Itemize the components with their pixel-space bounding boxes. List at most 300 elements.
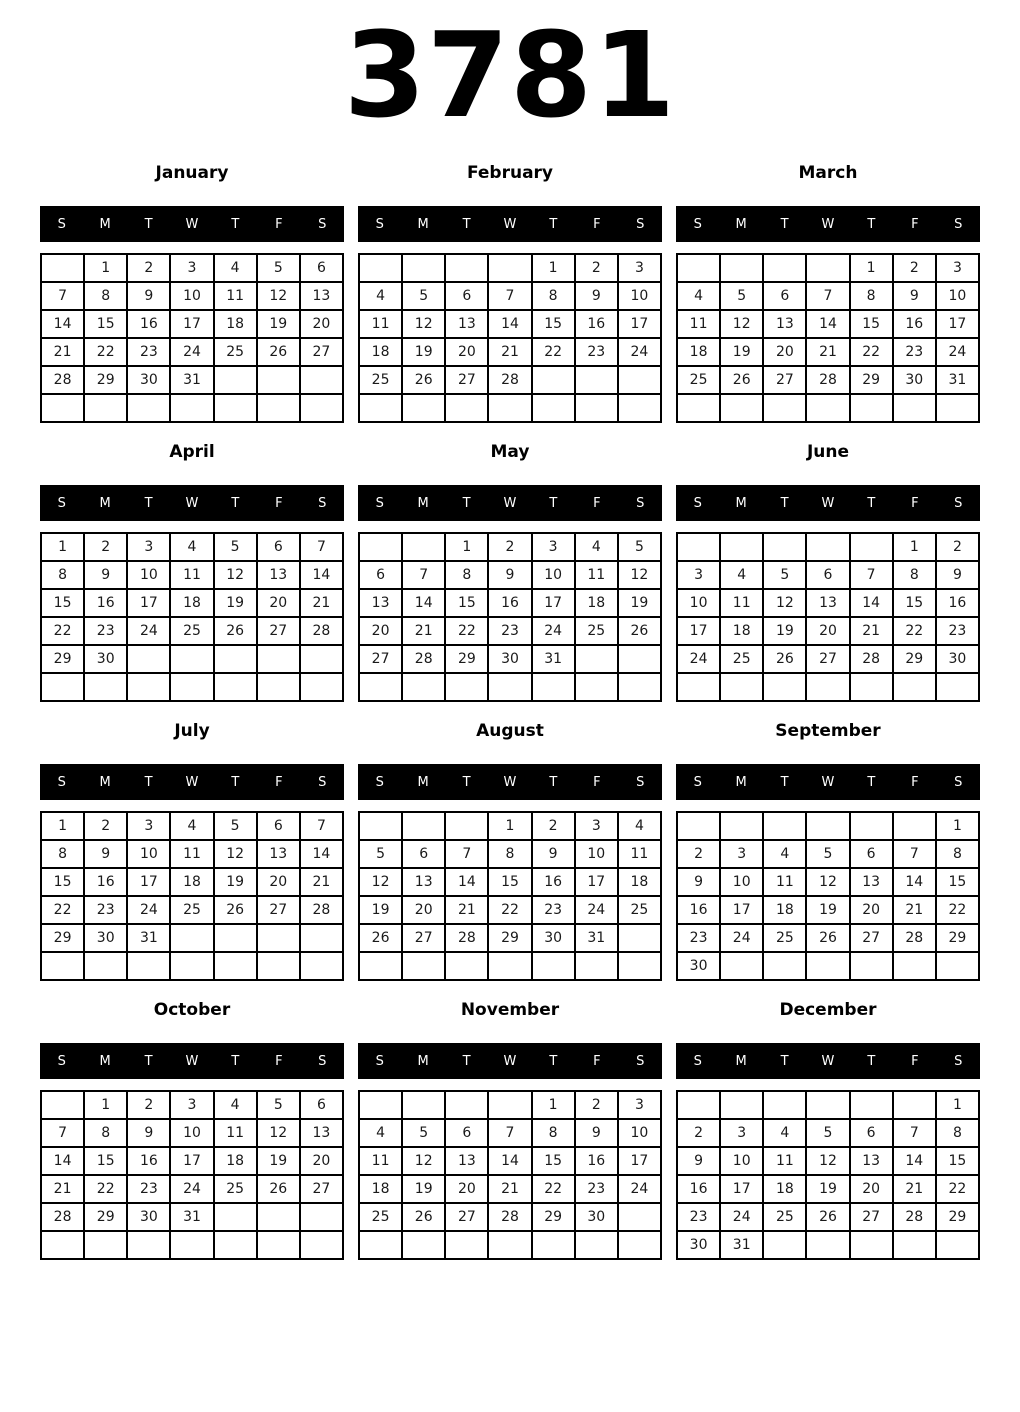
week-row (677, 533, 979, 561)
date-cell: 28 (445, 924, 488, 952)
day-header-cell: M (417, 495, 429, 511)
date-cell: 20 (359, 617, 402, 645)
day-header-cell: M (99, 495, 111, 511)
date-cell: 7 (893, 840, 936, 868)
empty-date-cell (488, 394, 531, 422)
date-cell: 15 (850, 310, 893, 338)
date-cell: 4 (359, 282, 402, 310)
empty-date-cell (763, 673, 806, 701)
empty-date-cell (359, 1231, 402, 1259)
date-cell: 2 (532, 812, 575, 840)
date-cell: 22 (936, 1175, 979, 1203)
date-cell: 19 (257, 310, 300, 338)
date-cell: 4 (763, 840, 806, 868)
day-header-cell: M (99, 774, 111, 790)
date-cell: 3 (575, 812, 618, 840)
empty-date-cell (936, 952, 979, 980)
date-cell: 3 (720, 1119, 763, 1147)
date-cell: 1 (445, 533, 488, 561)
empty-date-cell (763, 952, 806, 980)
empty-date-cell (936, 1231, 979, 1259)
date-cell: 18 (359, 338, 402, 366)
date-cell: 9 (677, 1147, 720, 1175)
date-cell: 29 (488, 924, 531, 952)
date-cell: 25 (170, 617, 213, 645)
empty-date-cell (532, 1231, 575, 1259)
date-cell: 25 (359, 366, 402, 394)
day-header-cell: S (693, 774, 702, 790)
empty-date-cell (720, 1091, 763, 1119)
empty-date-cell (41, 952, 84, 980)
empty-date-cell (84, 1231, 127, 1259)
date-cell: 15 (84, 1147, 127, 1175)
day-header-cell: T (780, 774, 789, 790)
date-grid-body (677, 533, 979, 701)
date-grid-body (359, 254, 661, 422)
week-row (677, 617, 979, 645)
empty-date-cell (532, 394, 575, 422)
day-header-row (358, 1043, 662, 1079)
day-header-row (358, 485, 662, 521)
date-cell: 13 (850, 868, 893, 896)
day-header-cell: S (954, 216, 963, 232)
date-cell: 8 (893, 561, 936, 589)
day-header-cell: T (549, 1053, 558, 1069)
date-cell: 15 (445, 589, 488, 617)
date-cell: 3 (532, 533, 575, 561)
day-header-cell: T (462, 495, 471, 511)
empty-date-cell (359, 812, 402, 840)
day-header-cell: T (462, 774, 471, 790)
date-cell: 28 (300, 617, 343, 645)
empty-date-cell (402, 673, 445, 701)
empty-date-cell (720, 394, 763, 422)
date-cell: 27 (763, 366, 806, 394)
empty-date-cell (170, 394, 213, 422)
date-cell: 8 (936, 1119, 979, 1147)
empty-date-cell (618, 1231, 661, 1259)
date-cell: 17 (720, 896, 763, 924)
empty-date-cell (488, 1231, 531, 1259)
date-cell: 28 (41, 1203, 84, 1231)
empty-date-cell (532, 673, 575, 701)
date-cell: 16 (575, 1147, 618, 1175)
date-cell: 24 (618, 338, 661, 366)
empty-date-cell (763, 1091, 806, 1119)
date-cell: 2 (84, 533, 127, 561)
day-header-cell: M (735, 495, 747, 511)
date-cell: 7 (893, 1119, 936, 1147)
date-grid-body (359, 1091, 661, 1259)
date-cell: 11 (170, 840, 213, 868)
date-cell: 12 (618, 561, 661, 589)
date-cell: 4 (214, 254, 257, 282)
month-calendar (676, 721, 980, 981)
week-row (359, 1119, 661, 1147)
day-header-cell: F (911, 216, 919, 232)
date-cell: 8 (488, 840, 531, 868)
date-cell: 23 (532, 896, 575, 924)
empty-date-cell (806, 1091, 849, 1119)
date-cell: 24 (720, 924, 763, 952)
date-cell: 3 (618, 254, 661, 282)
date-cell: 5 (402, 1119, 445, 1147)
empty-date-cell (677, 254, 720, 282)
empty-date-cell (84, 952, 127, 980)
date-cell: 26 (763, 645, 806, 673)
date-cell: 24 (532, 617, 575, 645)
date-grid (676, 1090, 980, 1260)
empty-date-cell (84, 673, 127, 701)
week-row (359, 896, 661, 924)
date-cell: 16 (127, 310, 170, 338)
date-cell: 18 (720, 617, 763, 645)
day-header-cell: S (375, 216, 384, 232)
day-header-cell: T (549, 495, 558, 511)
month-title: May (490, 442, 530, 462)
date-cell: 2 (677, 840, 720, 868)
month-title: January (155, 163, 229, 183)
empty-date-cell (488, 1091, 531, 1119)
date-cell: 6 (359, 561, 402, 589)
date-grid-body (359, 533, 661, 701)
date-grid-body (41, 812, 343, 980)
date-cell: 19 (257, 1147, 300, 1175)
day-header-cell: S (636, 774, 645, 790)
month-calendar (676, 163, 980, 423)
day-header-cell: W (503, 774, 517, 790)
empty-date-cell (257, 394, 300, 422)
month-title: July (174, 721, 210, 741)
week-row (41, 812, 343, 840)
empty-date-cell (575, 952, 618, 980)
week-row (41, 310, 343, 338)
date-cell: 28 (402, 645, 445, 673)
date-cell: 8 (850, 282, 893, 310)
date-cell: 2 (677, 1119, 720, 1147)
empty-date-cell (170, 673, 213, 701)
date-cell: 16 (84, 589, 127, 617)
date-cell: 4 (170, 533, 213, 561)
day-header-cell: M (417, 216, 429, 232)
date-grid (358, 532, 662, 702)
date-cell: 15 (936, 868, 979, 896)
date-cell: 29 (41, 645, 84, 673)
date-cell: 21 (41, 1175, 84, 1203)
date-cell: 13 (402, 868, 445, 896)
date-cell: 3 (170, 254, 213, 282)
date-cell: 3 (170, 1091, 213, 1119)
empty-date-cell (257, 1231, 300, 1259)
day-header-cell: S (636, 216, 645, 232)
date-cell: 22 (41, 896, 84, 924)
week-row (41, 1175, 343, 1203)
empty-date-cell (445, 952, 488, 980)
day-header-cell: T (549, 216, 558, 232)
empty-date-cell (402, 952, 445, 980)
week-row (677, 589, 979, 617)
date-cell: 2 (127, 1091, 170, 1119)
empty-date-cell (445, 812, 488, 840)
month-calendar (358, 442, 662, 702)
empty-date-cell (575, 1231, 618, 1259)
date-cell: 22 (41, 617, 84, 645)
date-cell: 29 (936, 1203, 979, 1231)
empty-date-cell (359, 533, 402, 561)
date-cell: 30 (575, 1203, 618, 1231)
date-cell: 23 (677, 924, 720, 952)
date-cell: 25 (214, 338, 257, 366)
empty-date-cell (532, 366, 575, 394)
week-row (677, 1119, 979, 1147)
date-cell: 18 (575, 589, 618, 617)
date-cell: 2 (893, 254, 936, 282)
date-cell: 27 (359, 645, 402, 673)
date-cell: 28 (488, 1203, 531, 1231)
date-cell: 1 (84, 254, 127, 282)
date-cell: 22 (84, 338, 127, 366)
empty-date-cell (850, 533, 893, 561)
date-cell: 26 (257, 1175, 300, 1203)
week-row (359, 338, 661, 366)
date-cell: 6 (402, 840, 445, 868)
date-cell: 16 (936, 589, 979, 617)
date-cell: 22 (850, 338, 893, 366)
date-cell: 22 (532, 338, 575, 366)
month-calendar (40, 442, 344, 702)
week-row (41, 617, 343, 645)
date-cell: 12 (402, 310, 445, 338)
date-cell: 7 (445, 840, 488, 868)
date-cell: 30 (127, 1203, 170, 1231)
date-cell: 10 (618, 282, 661, 310)
empty-date-cell (300, 1231, 343, 1259)
date-cell: 11 (720, 589, 763, 617)
day-header-cell: F (593, 495, 601, 511)
date-cell: 14 (488, 310, 531, 338)
date-cell: 26 (806, 924, 849, 952)
date-cell: 25 (170, 896, 213, 924)
date-cell: 20 (257, 868, 300, 896)
week-row (677, 394, 979, 422)
date-cell: 15 (41, 868, 84, 896)
week-row (359, 589, 661, 617)
date-cell: 2 (575, 254, 618, 282)
date-cell: 19 (359, 896, 402, 924)
year-title: 3781 (343, 6, 677, 144)
date-cell: 29 (84, 1203, 127, 1231)
date-cell: 27 (806, 645, 849, 673)
date-cell: 14 (41, 1147, 84, 1175)
date-grid-body (41, 533, 343, 701)
date-cell: 5 (720, 282, 763, 310)
date-cell: 9 (84, 840, 127, 868)
empty-date-cell (359, 952, 402, 980)
date-cell: 21 (300, 589, 343, 617)
day-header-cell: T (144, 495, 153, 511)
date-cell: 11 (359, 1147, 402, 1175)
date-cell: 21 (850, 617, 893, 645)
empty-date-cell (850, 673, 893, 701)
date-cell: 19 (763, 617, 806, 645)
week-row (359, 310, 661, 338)
month-calendar (358, 163, 662, 423)
week-row (359, 952, 661, 980)
month-title: June (806, 442, 850, 462)
week-row (359, 673, 661, 701)
date-cell: 23 (936, 617, 979, 645)
date-cell: 14 (893, 868, 936, 896)
date-cell: 9 (575, 1119, 618, 1147)
month-calendar (358, 721, 662, 981)
date-grid (40, 811, 344, 981)
month-calendar (40, 1000, 344, 1260)
date-cell: 12 (806, 1147, 849, 1175)
date-cell: 30 (532, 924, 575, 952)
date-cell: 13 (300, 282, 343, 310)
date-cell: 12 (720, 310, 763, 338)
date-grid (358, 811, 662, 981)
empty-date-cell (806, 254, 849, 282)
date-cell: 9 (677, 868, 720, 896)
week-row (677, 1203, 979, 1231)
day-header-cell: T (462, 1053, 471, 1069)
date-cell: 18 (618, 868, 661, 896)
date-cell: 1 (488, 812, 531, 840)
day-header-cell: W (821, 495, 835, 511)
date-cell: 14 (488, 1147, 531, 1175)
date-cell: 21 (893, 1175, 936, 1203)
date-cell: 23 (575, 1175, 618, 1203)
empty-date-cell (763, 1231, 806, 1259)
date-cell: 8 (532, 282, 575, 310)
empty-date-cell (300, 645, 343, 673)
date-cell: 10 (170, 282, 213, 310)
date-cell: 7 (402, 561, 445, 589)
date-grid (40, 1090, 344, 1260)
day-header-cell: T (462, 216, 471, 232)
empty-date-cell (257, 366, 300, 394)
empty-date-cell (300, 1203, 343, 1231)
date-cell: 27 (257, 617, 300, 645)
date-cell: 13 (445, 1147, 488, 1175)
empty-date-cell (359, 1091, 402, 1119)
date-cell: 4 (618, 812, 661, 840)
empty-date-cell (300, 673, 343, 701)
date-cell: 6 (445, 1119, 488, 1147)
date-cell: 1 (532, 1091, 575, 1119)
day-header-cell: S (954, 774, 963, 790)
date-cell: 21 (893, 896, 936, 924)
day-header-cell: T (780, 1053, 789, 1069)
week-row (677, 812, 979, 840)
date-cell: 4 (575, 533, 618, 561)
week-row (359, 645, 661, 673)
date-cell: 9 (936, 561, 979, 589)
empty-date-cell (84, 394, 127, 422)
date-cell: 24 (127, 896, 170, 924)
empty-date-cell (402, 394, 445, 422)
date-cell: 19 (214, 589, 257, 617)
empty-date-cell (257, 1203, 300, 1231)
empty-date-cell (127, 1231, 170, 1259)
day-header-cell: F (593, 774, 601, 790)
day-header-cell: M (99, 1053, 111, 1069)
empty-date-cell (402, 1091, 445, 1119)
date-cell: 11 (214, 1119, 257, 1147)
date-grid-body (359, 812, 661, 980)
empty-date-cell (127, 394, 170, 422)
date-cell: 20 (445, 338, 488, 366)
empty-date-cell (575, 645, 618, 673)
day-header-row (40, 485, 344, 521)
date-cell: 19 (806, 1175, 849, 1203)
date-cell: 23 (127, 338, 170, 366)
date-cell: 2 (84, 812, 127, 840)
day-header-cell: T (867, 1053, 876, 1069)
date-cell: 9 (127, 1119, 170, 1147)
empty-date-cell (41, 1231, 84, 1259)
date-cell: 8 (41, 840, 84, 868)
empty-date-cell (618, 924, 661, 952)
date-cell: 5 (402, 282, 445, 310)
week-row (41, 1091, 343, 1119)
empty-date-cell (359, 394, 402, 422)
date-cell: 21 (806, 338, 849, 366)
date-cell: 22 (936, 896, 979, 924)
date-cell: 29 (893, 645, 936, 673)
date-cell: 1 (84, 1091, 127, 1119)
week-row (41, 840, 343, 868)
date-grid (358, 1090, 662, 1260)
date-cell: 4 (763, 1119, 806, 1147)
week-row (41, 868, 343, 896)
date-cell: 3 (936, 254, 979, 282)
week-row (359, 533, 661, 561)
date-cell: 12 (763, 589, 806, 617)
date-cell: 1 (936, 1091, 979, 1119)
day-header-cell: T (144, 216, 153, 232)
date-cell: 14 (850, 589, 893, 617)
month-calendar (358, 1000, 662, 1260)
date-cell: 10 (170, 1119, 213, 1147)
date-grid (40, 253, 344, 423)
month-calendar (676, 442, 980, 702)
empty-date-cell (806, 1231, 849, 1259)
empty-date-cell (214, 366, 257, 394)
date-cell: 3 (127, 812, 170, 840)
date-cell: 4 (170, 812, 213, 840)
date-cell: 11 (214, 282, 257, 310)
day-header-cell: T (867, 216, 876, 232)
date-cell: 15 (84, 310, 127, 338)
empty-date-cell (806, 533, 849, 561)
date-cell: 7 (300, 533, 343, 561)
date-cell: 29 (936, 924, 979, 952)
day-header-cell: S (318, 1053, 327, 1069)
date-cell: 8 (936, 840, 979, 868)
empty-date-cell (402, 533, 445, 561)
empty-date-cell (893, 812, 936, 840)
date-cell: 30 (127, 366, 170, 394)
empty-date-cell (893, 673, 936, 701)
week-row (677, 366, 979, 394)
month-calendar (40, 163, 344, 423)
week-row (41, 1203, 343, 1231)
day-header-cell: M (417, 1053, 429, 1069)
empty-date-cell (618, 394, 661, 422)
date-cell: 3 (677, 561, 720, 589)
